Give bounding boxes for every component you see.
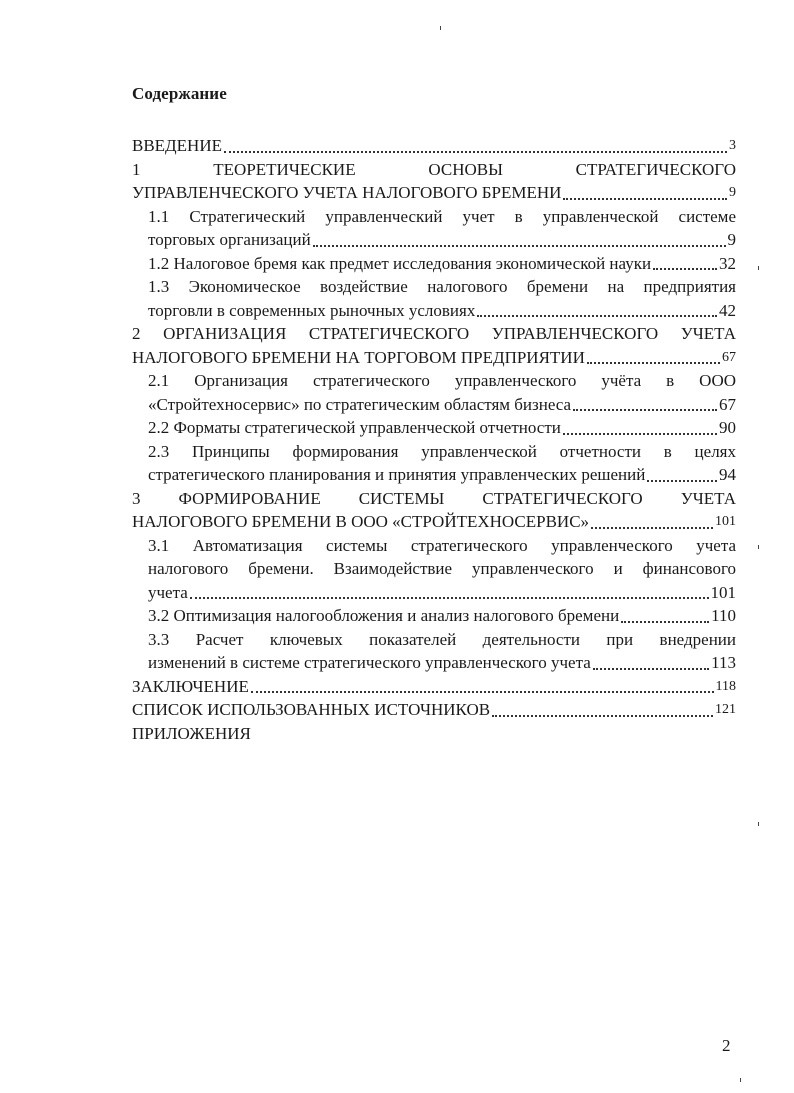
toc-entry-line: 2.1 Организация стратегического управленческого учёта в ООО (148, 371, 736, 390)
toc-page-number: 118 (715, 678, 736, 694)
toc-entry-title: торговых организаций (148, 230, 311, 249)
toc-leader-dots (573, 408, 717, 411)
toc-entry-title: НАЛОГОВОГО БРЕМЕНИ НА ТОРГОВОМ ПРЕДПРИЯТИИ (132, 347, 585, 367)
toc-leader-dots (477, 314, 717, 317)
toc-entry-title: «Стройтехносервис» по стратегическим областям бизнеса (148, 394, 572, 414)
toc-entry (148, 369, 736, 416)
toc-leader-dots (313, 244, 726, 247)
toc-entry-line: 1.3 Экономическое воздействие налогового бремени на предприятия (148, 277, 736, 296)
toc-entry-title: торговли в современных рыночных условиях (148, 300, 476, 320)
toc-entry-row (148, 651, 736, 675)
scan-speck (758, 822, 759, 826)
toc-entry-title: СПИСОК ИСПОЛЬЗОВАННЫХ ИСТОЧНИКОВ (132, 700, 491, 719)
toc-entry (132, 722, 736, 746)
toc-entry-title: ПРИЛОЖЕНИЯ (132, 723, 251, 743)
toc-page-number: 94 (719, 465, 736, 484)
toc-entry (148, 534, 736, 605)
toc-entry (148, 252, 736, 276)
toc-entry-row (148, 393, 736, 417)
toc-entry (132, 698, 736, 722)
toc-entry-title: учета (148, 582, 188, 602)
toc-entry-row (132, 722, 736, 746)
toc-leader-dots (563, 197, 727, 200)
toc-page-number: 32 (719, 253, 736, 273)
toc-leader-dots (593, 667, 709, 670)
toc-page-number: 3 (729, 138, 736, 153)
toc-entry-line: налогового бремени. Взаимодействие управленческого и финансового (148, 559, 736, 578)
toc-entry-line: 1.1 Стратегический управленческий учет в управленческой системе (148, 206, 736, 226)
toc-entry (132, 675, 736, 699)
toc-page-number: 110 (711, 606, 736, 625)
toc-leader-dots (587, 361, 720, 364)
toc-entry-line: 1 ТЕОРЕТИЧЕСКИЕ ОСНОВЫ СТРАТЕГИЧЕСКОГО (132, 159, 736, 179)
table-of-contents (132, 134, 736, 745)
toc-leader-dots (647, 479, 717, 482)
toc-leader-dots (563, 432, 717, 435)
toc-entry-line: 2.3 Принципы формирования управленческой отчетности в целях (148, 441, 736, 461)
toc-entry-row (148, 252, 736, 276)
toc-entry-title: НАЛОГОВОГО БРЕМЕНИ В ООО «СТРОЙТЕХНОСЕРВИС» (132, 512, 590, 531)
toc-page-number: 67 (722, 349, 736, 365)
toc-entry (148, 275, 736, 322)
toc-entry-title: ВВЕДЕНИЕ (132, 136, 222, 155)
toc-entry-row (148, 604, 736, 628)
toc-entry-row (132, 181, 736, 205)
toc-entry-title: 1.2 Налоговое бремя как предмет исследования экономической науки (148, 253, 652, 273)
toc-entry-row (132, 346, 736, 370)
scan-speck (758, 545, 759, 549)
toc-entry (132, 134, 736, 158)
toc-page-number: 9 (727, 230, 736, 249)
toc-entry-row (148, 463, 736, 487)
toc-entry-line: 3 ФОРМИРОВАНИЕ СИСТЕМЫ СТРАТЕГИЧЕСКОГО УЧЕТА (132, 488, 736, 508)
toc-entry-row (132, 510, 736, 534)
toc-entry-title: ЗАКЛЮЧЕНИЕ (132, 676, 249, 696)
toc-page-number: 9 (729, 185, 736, 200)
toc-entry-row (132, 698, 736, 722)
toc-entry-row (132, 675, 736, 699)
toc-entry-line: 3.1 Автоматизация системы стратегического управленческого учета (148, 535, 736, 555)
toc-page-number: 101 (710, 582, 736, 602)
toc-entry-row (148, 581, 736, 605)
toc-entry (148, 628, 736, 675)
toc-entry-row (148, 416, 736, 440)
toc-entry (132, 158, 736, 205)
toc-page-number: 113 (711, 653, 736, 672)
toc-entry (148, 416, 736, 440)
toc-entry-row (132, 134, 736, 158)
toc-leader-dots (591, 526, 713, 529)
toc-entry-title: 2.2 Форматы стратегической управленческой отчетности (148, 418, 561, 437)
toc-entry (148, 604, 736, 628)
toc-entry (132, 487, 736, 534)
toc-entry-title: стратегического планирования и принятия управленческих решений (148, 465, 646, 484)
toc-entry-title: 3.2 Оптимизация налогообложения и анализ налогового бремени (148, 606, 620, 625)
toc-entry-title: изменений в системе стратегического управленческого учета (148, 653, 591, 672)
toc-page-number: 101 (715, 514, 736, 529)
toc-entry (132, 322, 736, 369)
toc-page-number: 42 (719, 300, 736, 320)
toc-leader-dots (190, 596, 709, 599)
toc-page-number: 121 (715, 702, 736, 717)
toc-page-number: 90 (719, 418, 736, 437)
toc-entry-title: УПРАВЛЕНЧЕСКОГО УЧЕТА НАЛОГОВОГО БРЕМЕНИ (132, 183, 562, 202)
toc-leader-dots (492, 714, 713, 717)
scan-speck (440, 26, 441, 30)
page-title: Содержание (132, 84, 227, 103)
scan-speck (758, 266, 759, 270)
toc-leader-dots (251, 690, 714, 693)
toc-entry-row (148, 299, 736, 323)
toc-entry-line: 2 ОРГАНИЗАЦИЯ СТРАТЕГИЧЕСКОГО УПРАВЛЕНЧЕСКОГО УЧЕТА (132, 324, 736, 343)
toc-leader-dots (224, 150, 727, 153)
toc-page-number: 67 (719, 394, 736, 414)
page-number: 2 (722, 1036, 731, 1055)
toc-entry (148, 205, 736, 252)
toc-entry-line: 3.3 Расчет ключевых показателей деятельности при внедрении (148, 629, 736, 649)
scan-speck (740, 1078, 741, 1082)
toc-entry-row (148, 228, 736, 252)
toc-leader-dots (653, 267, 717, 270)
toc-entry (148, 440, 736, 487)
toc-leader-dots (621, 620, 709, 623)
